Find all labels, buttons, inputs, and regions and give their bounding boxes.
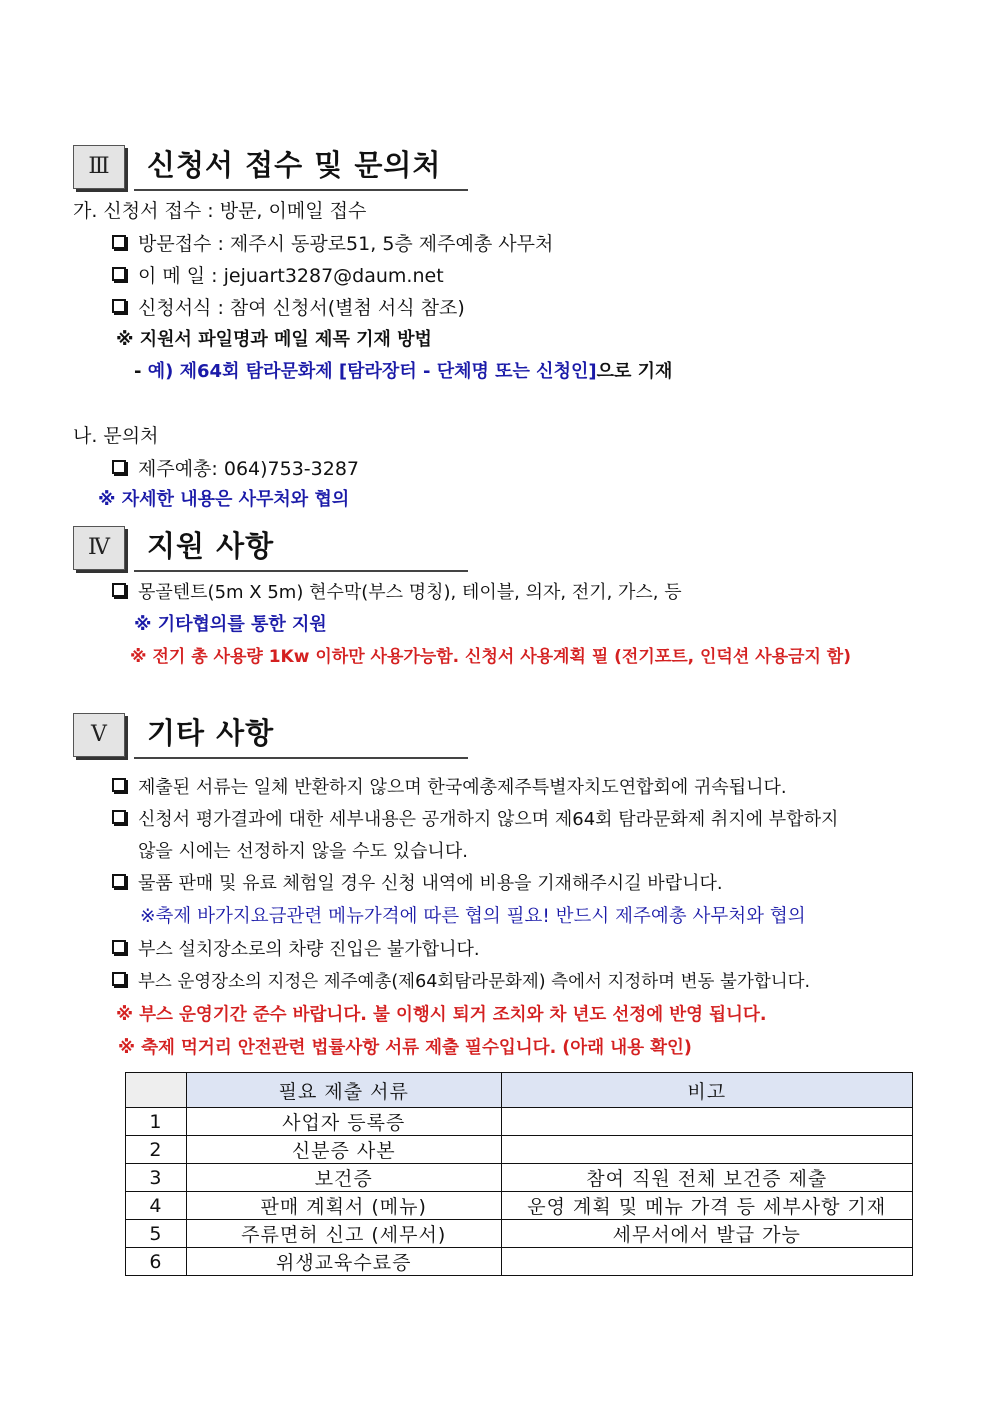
table-row [126,1220,913,1248]
other-item-5-text: 부스 운영장소의 지정은 제주예총(제64회탐라문화제) 측에서 지정하며 변동 불가합니다. [138,972,811,992]
section-4-header [73,526,468,572]
application-receipt-heading: 가. 신청서 접수 : 방문, 이메일 접수 [73,200,367,222]
form-text: 신청서식 : 참여 신청서(별첨 서식 참조) [138,297,465,319]
contact-heading: 나. 문의처 [73,425,159,447]
email-text: 이 메 일 : jejuart3287@daum.net [138,265,444,287]
row-remark [501,1248,912,1276]
email-item [112,263,444,289]
section-3-title: 신청서 접수 및 문의처 [147,148,442,182]
section-5-header [73,713,468,759]
table-header-row [126,1073,913,1108]
row-number: 3 [126,1164,187,1192]
row-remark [501,1136,912,1164]
required-documents-table [125,1072,913,1276]
table-row [126,1192,913,1220]
visit-receipt-text: 방문접수 : 제주시 동광로51, 5층 제주예총 사무처 [138,233,554,255]
other-item-2 [112,807,838,833]
form-item [112,295,465,321]
table-row [126,1248,913,1276]
other-item-2-text: 신청서 평가결과에 대한 세부내용은 공개하지 않으며 제64회 탐라문화제 취지에 부합하지 [138,809,839,830]
row-remark: 운영 계획 및 메뉴 가격 등 세부사항 기재 [501,1192,912,1220]
row-document: 판매 계획서 (메뉴) [186,1192,501,1220]
other-item-1-text: 제출된 서류는 일체 반환하지 않으며 한국예총제주특별자치도연합회에 귀속됩니다. [138,777,787,798]
other-item-4 [112,937,480,963]
row-remark [501,1108,912,1136]
section-3-header [73,145,468,191]
note-example-text: 예) 제64회 탐라문화제 [탐라장터 - 단체명 또는 신청인] [147,361,597,382]
support-item-text: 몽골텐트(5m X 5m) 현수막(부스 명칭), 테이블, 의자, 전기, 가스, 등 [138,582,682,603]
visit-receipt-item [112,231,553,257]
row-number: 1 [126,1108,187,1136]
row-document: 주류면허 신고 (세무서) [186,1220,501,1248]
checkbox-icon [112,235,126,249]
table-header-no [126,1073,187,1108]
row-number: 6 [126,1248,187,1276]
section-3-underline [134,189,468,191]
table-header-documents: 필요 제출 서류 [186,1073,501,1108]
checkbox-icon [112,874,126,888]
phone-text: 제주예총: 064)753-3287 [138,458,360,480]
section-5-underline [134,757,468,759]
row-number: 2 [126,1136,187,1164]
checkbox-icon [112,460,126,474]
detail-note: ※ 자세한 내용은 사무처와 협의 [98,489,350,510]
section-3-number: Ⅲ [73,145,125,189]
other-item-3 [112,871,723,897]
note-dash: - [134,361,148,382]
checkbox-icon [112,267,126,281]
menu-price-note: ※축제 바가지요금관련 메뉴가격에 따른 협의 필요! 반드시 제주예총 사무처와 협의 [140,906,806,927]
row-remark: 세무서에서 발급 가능 [501,1220,912,1248]
row-document: 사업자 등록증 [186,1108,501,1136]
row-number: 4 [126,1192,187,1220]
table-row [126,1136,913,1164]
checkbox-icon [112,778,126,792]
other-item-2-continued: 않을 시에는 선정하지 않을 수도 있습니다. [138,841,468,862]
checkbox-icon [112,940,126,954]
row-document: 신분증 사본 [186,1136,501,1164]
section-5-number: Ⅴ [73,713,125,757]
section-5-title: 기타 사항 [147,716,275,750]
note-example-suffix: 으로 기재 [596,361,673,382]
other-item-4-text: 부스 설치장소로의 차량 진입은 불가합니다. [138,939,480,960]
support-note-electricity: ※ 전기 총 사용량 1Kw 이하만 사용가능함. 신청서 사용계획 필 (전기포트, 인덕션 사용금지 함) [130,647,851,667]
checkbox-icon [112,299,126,313]
phone-item [112,456,359,482]
other-item-5 [112,969,810,995]
other-item-1 [112,775,787,801]
row-document: 위생교육수료증 [186,1248,501,1276]
row-remark: 참여 직원 전체 보건증 제출 [501,1164,912,1192]
table-row [126,1108,913,1136]
other-item-3-text: 물품 판매 및 유료 체험일 경우 신청 내역에 비용을 기재해주시길 바랍니다. [138,873,723,894]
support-note-other: ※ 기타협의를 통한 지원 [134,614,327,635]
table-row [126,1164,913,1192]
table-header-remarks: 비고 [501,1073,912,1108]
filename-note-title: ※ 지원서 파일명과 메일 제목 기재 방법 [116,329,432,350]
filename-note-example [134,359,672,385]
checkbox-icon [112,583,126,597]
section-4-title: 지원 사항 [147,529,275,563]
section-4-underline [134,570,468,572]
checkbox-icon [112,972,126,986]
row-number: 5 [126,1220,187,1248]
support-item [112,580,682,606]
booth-period-warning: ※ 부스 운영기간 준수 바랍니다. 불 이행시 퇴거 조치와 차 년도 선정에 반영 됩니다. [116,1005,767,1025]
row-document: 보건증 [186,1164,501,1192]
checkbox-icon [112,810,126,824]
section-4-number: Ⅳ [73,526,125,570]
food-safety-warning: ※ 축제 먹거리 안전관련 법률사항 서류 제출 필수입니다. (아래 내용 확인) [118,1038,692,1058]
